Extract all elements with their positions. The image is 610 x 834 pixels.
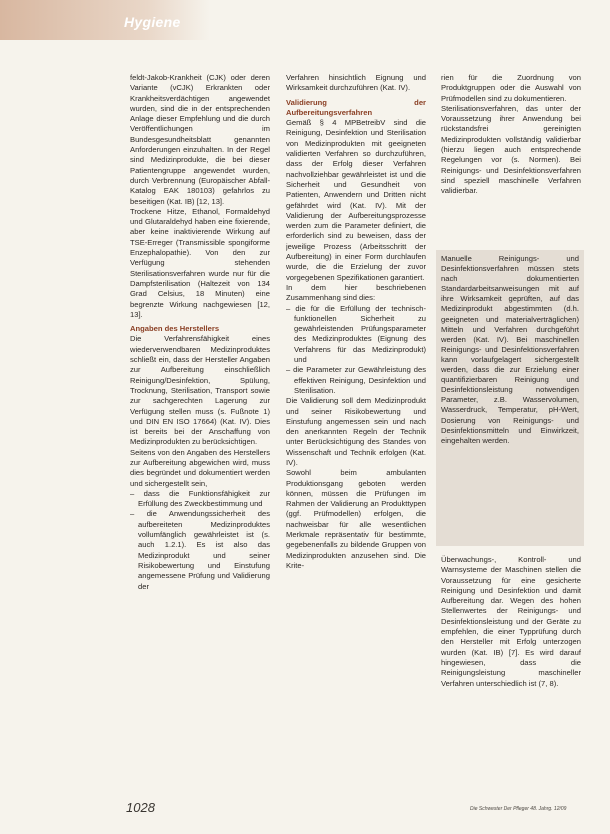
paragraph: feldt-Jakob-Krankheit (CJK) oder deren Variante (vCJK) Erkrankten oder Krankheitsverdächtigen angewendet wurden, sind die in der entsprechenden Anlage dieser Empfehlung und die durch Veröffentlichungen im Bundesgesundheitsblatt genannten Anforderungen einzuhalten. In der Regel sind Medizinprodukte, die bei dieser Patientengruppe angewendet wurden, durch Verbrennung (Europäischer Abfall-Katalog EAK 180103) gefahrlos zu beseitigen (Kat. IB) [12, 13]. xyxy=(130,73,270,206)
paragraph: Gemäß § 4 MPBetreibV sind die Reinigung, Desinfektion und Sterilisation von Medizinprodukten mit geeigneten validierten Verfahren so durchzuführen, dass der Erfolg dieser Verfahren nachvollziehbar gewährleistet ist und die Sicherheit und Gesundheit von Patienten, Anwendern und Dritten nicht gefährdet wird (Kat. IV). Mit der Validierung der Aufbereitungsprozesse werden zum die Parameter definiert, die erforderlich sind zu beweisen, dass der jeweilige Prozess (Arbeitsschritt der Aufbereitung) in einer Form durchlaufen wurde, die die Erzielung der zuvor vorgegebenen Spezifikationen garantiert. xyxy=(286,118,426,282)
section-header-bar xyxy=(0,0,210,40)
paragraph: Seitens von den Angaben des Herstellers zur Aufbereitung abgewichen wird, muss dies begründet und dokumentiert werden und sichergestellt sein, xyxy=(130,447,270,488)
subheading: Validierung der Aufbereitungsverfahren xyxy=(286,97,426,117)
highlight-box xyxy=(436,250,584,546)
paragraph: Überwachungs-, Kontroll- und Warnsysteme der Maschinen stellen die Voraussetzung für eine gesicherte Reinigung und Desinfektion und damit Aufbereitung dar. Wegen des hohen Stellenwertes der Reinigungs- und Desinfektionsleistung und der Geräte zu empfehlen, die einer Typprüfung durch den Hersteller mit Erfolg unterzogen wurden (Kat. IB) [7]. Es wird darauf hingewiesen, dass die Reinigungsleistung maschineller Verfahren unterschiedlich ist (7, 8). xyxy=(441,555,581,688)
paragraph: Die Verfahrensfähigkeit eines wiederverwendbaren Medizinproduktes schließt ein, dass der Hersteller Angaben zur Aufbereitung einschließlich Reinigung/Desinfektion, Spülung, Trocknung, Sterilisation, Transport sowie zur sachgerechten Lagerung zur Verfügung stellen muss (s. Fußnote 1) und DIN EN ISO 17664) (Kat. IV). Dies ist bereits bei der Anschaffung von Medizinprodukten zu berücksichtigen. xyxy=(130,334,270,447)
journal-reference: Die Schwester Der Pfleger 48. Jahrg. 12/09 xyxy=(470,806,567,812)
paragraph: Sowohl beim ambulanten Produktionsgang geboten werden können, müssen die Prüfungen im Rahmen der Validierung an Produkttypen (ggf. Prüfmodellen) erfolgen, die nachweisbar für alle wesentlichen Merkmale repräsentativ für bestimmte, gegebenenfalls zu bildende Gruppen von Medizinprodukten anzusehen sind. Die Krite- xyxy=(286,468,426,570)
highlight-box-text: Manuelle Reinigungs- und Desinfektionsverfahren müssen stets nach dokumentierten Standardarbeitsanweisungen mit auf ihre Wirksamkeit geprüften, auf das Medizinprodukt abgestimmten (d.h. geeigneten und materialverträglichen) Mitteln und Verfahren durchgeführt werden (Kat. IV). Bei maschinellen Reinigungs- und Desinfektionsverfahren kann vorlaufgelagert sichergestellt werden, dass die zur Erzielung einer quantifizierbaren Reinigung und Desinfektionsleistung notwendigen Parameter, z.B. Wasservolumen, Wasserdruck, Temperatur, pH-Wert, Dosierung von Reinigungs- und Desinfektionsmitteln und Einwirkzeit, eingehalten werden. xyxy=(441,254,579,445)
paragraph: Sterilisationsverfahren, das unter der Voraussetzung ihrer Anwendung bei rückstandsfrei gereinigten Medizinprodukten vollständig validierbar (hierzu liegen auch entsprechende Regelungen vor (s. Normen). Bei Reinigungs- und Desinfektionsverfahren sind speziell maschinelle Verfahren validierbar. xyxy=(441,103,581,196)
paragraph: – die Parameter zur Gewährleistung des effektiven Reinigung, Desinfektion und Sterilisation. xyxy=(286,365,426,395)
text-column-2 xyxy=(286,73,426,805)
section-title: Hygiene xyxy=(124,14,181,30)
text-column-3-top xyxy=(441,73,581,239)
paragraph: rien für die Zuordnung von Produktgruppen oder die Auswahl von Prüfmodellen sind zu dokumentieren. xyxy=(441,73,581,103)
paragraph: Trockene Hitze, Ethanol, Formaldehyd und Glutaraldehyd haben eine fixierende, aber keine inaktivierende Wirkung auf TSE-Erreger (Transmissible spongiforme Enzephalopathie). Von den zur Verfügung stehenden Sterilisationsverfahren wurde nur für die Dampfsterilisation (Haltezeit von 134 Grad Celsius, 18 Minuten) eine begrenzte Wirkung nachgewiesen [12, 13]. xyxy=(130,206,270,319)
paragraph: – die Anwendungssicherheit des aufbereiteten Medizinproduktes vollumfänglich gewährleistet ist (s. auch 1.2.1). Es ist also das Medizinprodukt und seiner Risikobewertung und Einstufung angemessene Prüfung und Validierung der xyxy=(130,509,270,591)
paragraph: Die Validierung soll dem Medizinprodukt und seiner Risikobewertung und Einstufung angemessen sein und nach den anerkannten Regeln der Technik unter Berücksichtigung des Standes von Wissenschaft und Technik erfolgen (Kat. IV). xyxy=(286,396,426,467)
text-column-3-bottom xyxy=(441,555,581,765)
paragraph: – die für die Erfüllung der technisch-funktionellen Sicherheit zu gewährleistenden Prüfungsparameter des Medizinproduktes (Eignung des Verfahrens für das Medizinprodukt) und xyxy=(286,303,426,365)
subheading: Angaben des Herstellers xyxy=(130,324,220,334)
paragraph: – dass die Funktionsfähigkeit zur Erfüllung des Zweckbestimmung und xyxy=(130,488,270,509)
text-column-1 xyxy=(130,73,270,805)
page-number: 1028 xyxy=(126,800,155,815)
paragraph: Verfahren hinsichtlich Eignung und Wirksamkeit durchzuführen (Kat. IV). xyxy=(286,73,426,93)
paragraph: In dem hier beschriebenen Zusammenhang sind dies: xyxy=(286,282,426,303)
